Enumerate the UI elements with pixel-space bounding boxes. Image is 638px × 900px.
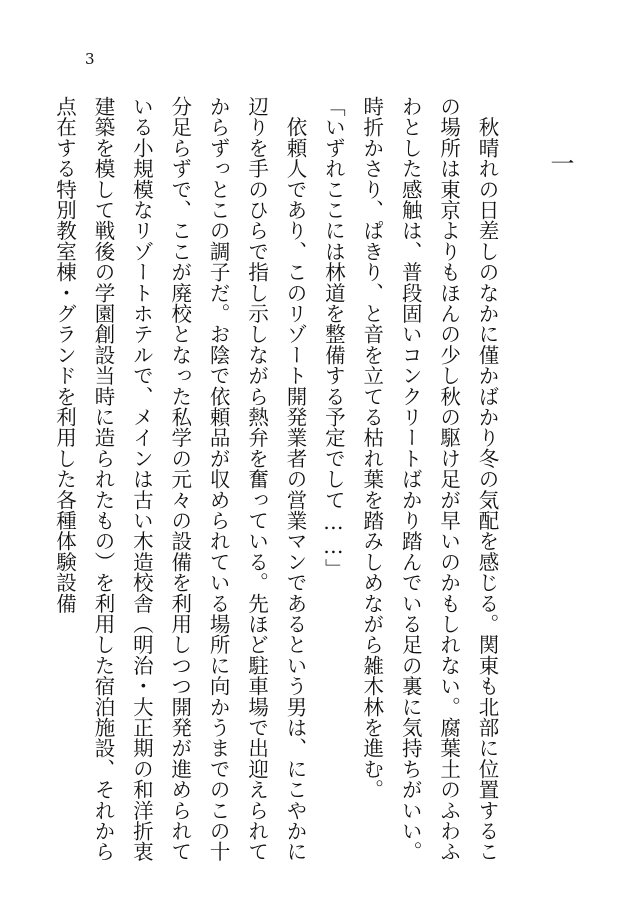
chapter-heading: 一 [546,151,574,175]
paragraph-1: 秋晴れの日差しのなかに僅かばかり冬の気配を感じる。関東も北部に位置するこの場所は東京よりもほんの少し秋の駆け足が早いのかもしれない。腐葉土のふわふわとした感触は、普段固いコンクリートばかり踏んでいる足の裏に気持ちがいい。時折かさり、ぱきり、と音を立てる枯れ葉を踏みしめながら雑木林を進む。 [359,96,499,862]
body-text [52,96,506,866]
dialogue-paragraph: 「いずれここには林道を整備する予定でして……」 [321,96,346,580]
page-number: 3 [85,50,95,68]
paragraph-2: 依頼人であり、このリゾート開発業者の営業マンであるという男は、にこやかに辺りを手のひらで指し示しながら熱弁を奮っている。先ほど駐車場で出迎えられてからずっとこの調子だ。お陰で依頼品が収められている場所に向かうまでのこの十分足らずで、ここが廃校となった私学の元々の設備を利用しつつ開発が進められている小規模なリゾートホテルで、メインは古い木造校舎（明治・大正期の和洋折衷建築を模して戦後の学園創設当時に造られたもの）を利用した宿泊施設、それから点在する特別教室棟・グランドを利用した各種体験設備 [52,96,307,862]
